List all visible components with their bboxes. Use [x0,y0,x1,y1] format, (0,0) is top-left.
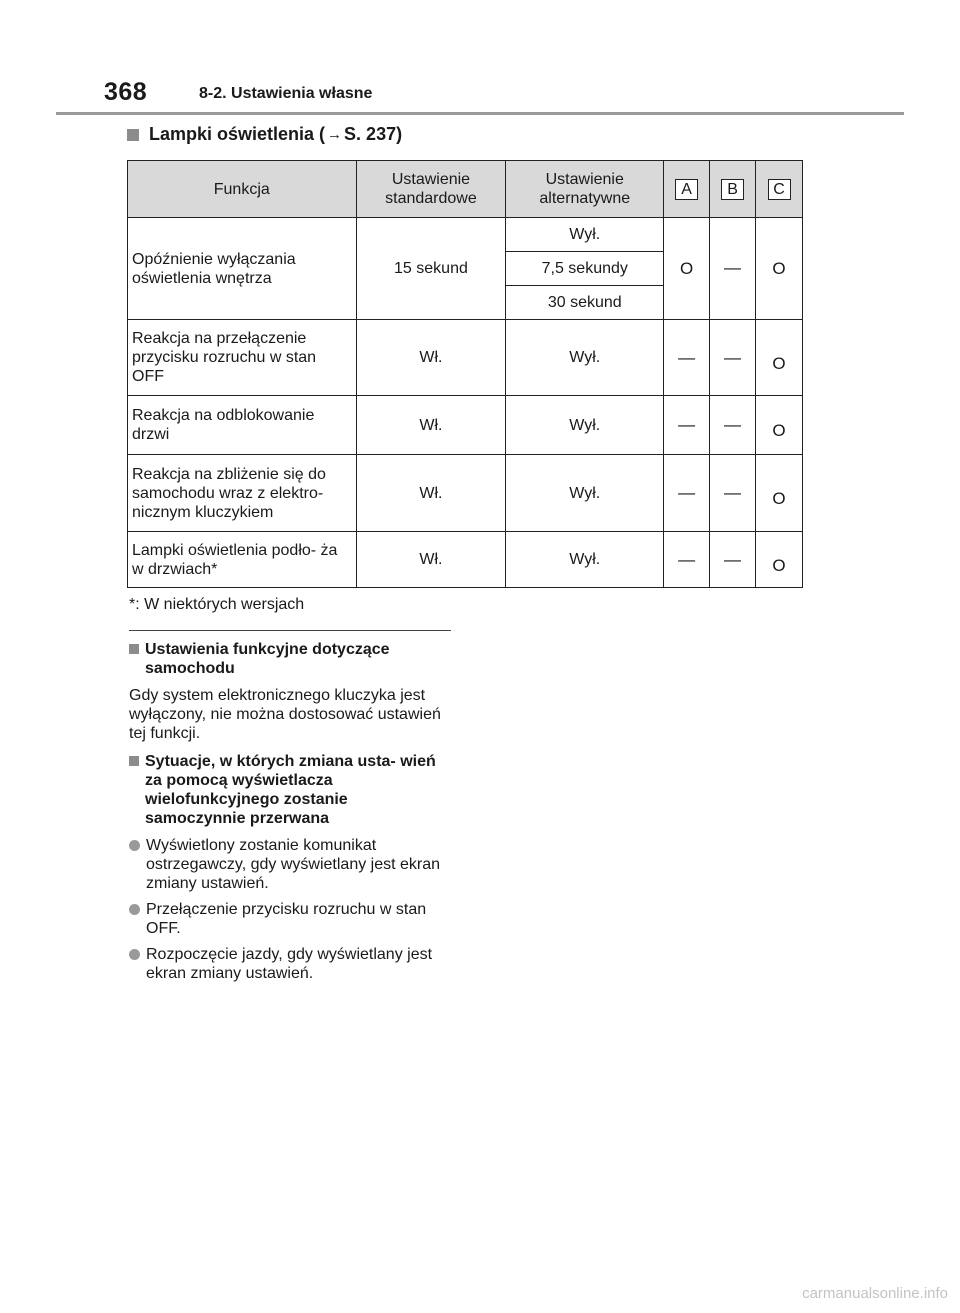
table-header-row [128,161,803,218]
cell-alternative: Wył. [506,396,664,455]
cell-b: — [710,218,756,320]
heading-reference: S. 237) [344,124,403,144]
header-col-b: B [710,161,756,218]
cell-alternative: Wył. [506,320,664,396]
cell-c: O [756,218,803,320]
cell-a: — [664,396,710,455]
table-row [128,396,803,455]
list-item: Rozpoczęcie jazdy, gdy wyświetlany jest ekran zmiany ustawień. [129,945,451,983]
header-function: Funkcja [128,161,357,218]
notes-column [129,640,451,990]
list-item: Wyświetlony zostanie komunikat ostrzegawczy, gdy wyświetlany jest ekran zmiany ustawień. [129,836,451,893]
cell-function: Opóźnienie wyłączania oświetlenia wnętrza [128,218,357,320]
cell-alternative: 30 sekund [506,286,664,320]
watermark: carmanualsonline.info [802,1285,948,1302]
cell-alternative: Wył. [506,455,664,532]
cell-c: O [756,320,803,396]
cell-a: — [664,320,710,396]
header-divider [56,112,904,115]
header-alternative: Ustawienie alternatywne [506,161,664,218]
heading-text: Lampki oświetlenia ( [149,124,326,144]
section-heading [127,124,402,145]
arrow-right-icon: → [327,126,343,143]
table-row [128,320,803,396]
cell-b: — [710,320,756,396]
cell-a: — [664,455,710,532]
notes-divider [129,630,451,631]
cell-function: Lampki oświetlenia podło- ża w drzwiach* [128,532,357,588]
page-number: 368 [104,78,148,106]
cell-c: O [756,396,803,455]
cell-b: — [710,396,756,455]
circle-bullet-icon [129,949,140,960]
header-col-c: C [756,161,803,218]
square-bullet-icon [129,644,139,654]
cell-b: — [710,532,756,588]
cell-alternative: 7,5 sekundy [506,252,664,286]
square-bullet-icon [129,756,139,766]
circle-bullet-icon [129,904,140,915]
cell-c: O [756,455,803,532]
settings-table [127,160,803,588]
circle-bullet-icon [129,840,140,851]
cell-a: O [664,218,710,320]
table-row [128,455,803,532]
cell-default: Wł. [356,532,506,588]
cell-function: Reakcja na odblokowanie drzwi [128,396,357,455]
cell-c: O [756,532,803,588]
cell-default: Wł. [356,320,506,396]
cell-a: — [664,532,710,588]
cell-default: Wł. [356,455,506,532]
section-title: 8-2. Ustawienia własne [199,85,373,102]
cell-alternative: Wył. [506,532,664,588]
notes-heading: Sytuacje, w których zmiana usta- wień za pomocą wyświetlacza wielofunkcyjnego zostanie samoczynnie przerwana [129,752,451,828]
header-default: Ustawienie standardowe [356,161,506,218]
cell-function: Reakcja na przełączenie przycisku rozruchu w stan OFF [128,320,357,396]
footnote: *: W niektórych wersjach [129,596,305,613]
cell-default: 15 sekund [356,218,506,320]
table-row [128,218,803,252]
list-item: Przełączenie przycisku rozruchu w stan OFF. [129,900,451,938]
cell-function: Reakcja na zbliżenie się do samochodu wraz z elektro- nicznym kluczykiem [128,455,357,532]
notes-paragraph: Gdy system elektronicznego kluczyka jest wyłączony, nie można dostosować ustawień tej funkcji. [129,687,441,742]
cell-default: Wł. [356,396,506,455]
cell-b: — [710,455,756,532]
header-col-a: A [664,161,710,218]
table-row [128,532,803,588]
square-bullet-icon [127,129,139,141]
cell-alternative: Wył. [506,218,664,252]
notes-heading: Ustawienia funkcyjne dotyczące samochodu [129,640,451,678]
